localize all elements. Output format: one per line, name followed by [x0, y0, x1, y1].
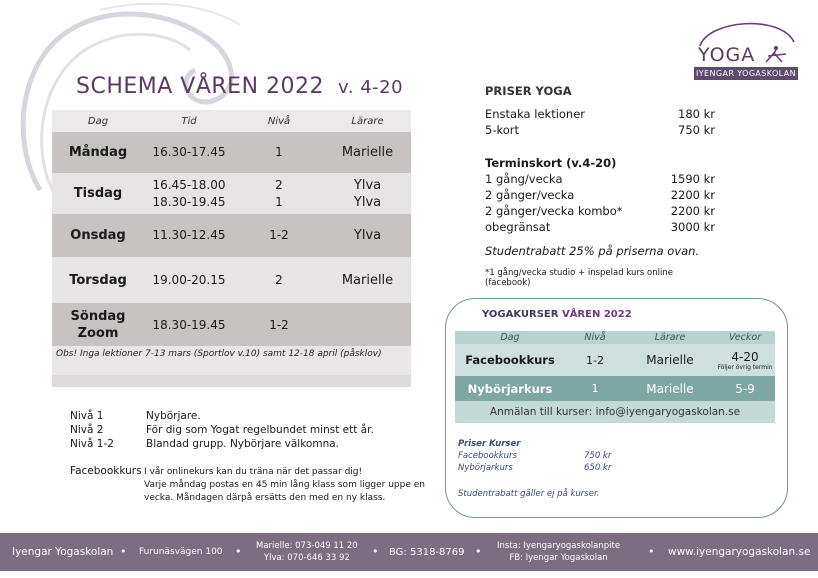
course-prices: [458, 438, 611, 500]
header-level: Nivå: [267, 115, 291, 127]
row-day: Onsdag: [70, 228, 126, 243]
course-level: 1: [591, 382, 599, 395]
row-day: Torsdag: [69, 272, 127, 288]
schedule-header: [52, 110, 411, 132]
course-weeks: 5-9: [735, 381, 755, 396]
course-price-row: Facebookkurs 750 kr: [458, 451, 612, 461]
header-day: Dag: [87, 115, 109, 127]
page-title: [76, 74, 403, 99]
price-row: 2 gånger/vecka kombo* 2200 kr: [485, 204, 715, 218]
row-time: 18.30-19.45: [152, 317, 226, 332]
footer-separator: •: [120, 545, 127, 558]
term-heading: Terminskort (v.4-20): [485, 156, 617, 170]
course-weeks: 4-20 Följer övrig termin: [717, 349, 773, 371]
level-item: Nivå 1 Nybörjare.: [70, 410, 201, 422]
header-time: Tid: [181, 115, 197, 127]
facebookkurs-line: I vår onlinekurs kan du träna när det passar dig!: [144, 467, 363, 477]
row-time: 16.30-17.45: [152, 145, 226, 159]
row-day: Måndag: [68, 145, 128, 160]
course-price-row: Nybörjarkurs 650 kr: [458, 463, 612, 473]
course-teacher: Marielle: [646, 353, 694, 367]
level-item: Nivå 2 För dig som Yogat regelbundet minst ett år.: [70, 424, 374, 436]
course-name: Facebookkurs: [465, 353, 555, 367]
course-row-facebookkurs: [455, 344, 775, 376]
title-weeks: v. 4-20: [338, 77, 404, 98]
title-main: SCHEMA VÅREN 2022: [76, 74, 325, 99]
price-row: 5-kort 750 kr: [485, 123, 715, 137]
level-item: Nivå 1-2 Blandad grupp. Nybörjare välkomna.: [70, 438, 340, 450]
row-time: 16.45-18.00 18.30-19.45: [152, 177, 226, 209]
courses-box: [445, 298, 788, 518]
footer-phones: Marielle: 073-049 11 20 Ylva: 070-646 33 92: [256, 541, 358, 563]
course-row-nyborjarkurs: [455, 376, 775, 401]
course-student-note: Studentrabatt gäller ej på kurser.: [458, 489, 600, 499]
schedule-row-wednesday: [52, 214, 411, 257]
footer-separator: •: [372, 545, 379, 558]
footer-social: Insta: Iyengaryogaskolanpite FB: Iyengar Yogaskolan: [497, 541, 621, 563]
price-row: obegränsat 3000 kr: [485, 220, 715, 234]
row-time: 19.00-20.15: [152, 272, 226, 287]
price-row: Enstaka lektioner 180 kr: [485, 107, 715, 121]
yoga-logo: [694, 14, 798, 82]
courses-header: Dag Nivå Lärare Veckor: [455, 331, 775, 344]
facebookkurs-description: [70, 465, 425, 503]
signup-email[interactable]: Anmälan till kurser: info@iyengaryogaskolan.se: [455, 401, 775, 423]
levels-legend: [70, 409, 374, 451]
schedule-row-sunday: [52, 303, 411, 347]
header-teacher: Lärare: [351, 115, 384, 127]
row-teacher: Marielle: [341, 272, 394, 288]
courses-heading: YOGAKURSER VÅREN 2022: [482, 309, 632, 320]
row-teacher: Ylva: [353, 228, 382, 243]
course-level: 1-2: [586, 353, 604, 367]
price-list: [485, 84, 715, 288]
footer-separator: •: [475, 545, 482, 558]
facebookkurs-line: vecka. Måndagen därpå ersätts den med en ny klass.: [144, 493, 386, 503]
logo-banner: IYENGAR YOGASKOLAN: [694, 67, 798, 80]
footer-address: Furunäsvägen 100: [139, 547, 223, 557]
footer-name: Iyengar Yogaskolan: [12, 546, 114, 558]
schedule-row-thursday: [52, 257, 411, 303]
price-row: 1 gång/vecka 1590 kr: [485, 172, 715, 186]
courses-table: [455, 331, 775, 423]
row-day: Söndag Zoom: [70, 309, 126, 341]
row-teacher: Marielle: [341, 145, 394, 160]
course-teacher: Marielle: [646, 381, 694, 396]
schedule-row-monday: [52, 132, 411, 173]
logo-word: YOGA: [698, 44, 756, 66]
row-day: Tisdag: [73, 186, 123, 201]
price-footnote: *1 gång/vecka studio + inspelad kurs online (facebook): [485, 268, 673, 288]
price-row: 2 gånger/vecka 2200 kr: [485, 188, 715, 202]
student-discount: Studentrabatt 25% på priserna ovan.: [485, 244, 700, 258]
row-time: 11.30-12.45: [152, 228, 226, 242]
footer-bankgiro: BG: 5318-8769: [389, 546, 465, 558]
facebookkurs-label: Facebookkurs: [70, 465, 142, 477]
course-name: Nybörjarkurs: [467, 381, 553, 396]
schedule-row-tuesday: [52, 173, 411, 214]
course-prices-title: Priser Kurser: [458, 439, 521, 449]
row-level: 2: [275, 272, 283, 287]
facebookkurs-line: Varje måndag postas en 45 min lång klass som ligger uppe en: [144, 480, 425, 490]
footer-bar: [0, 533, 818, 571]
footer-website[interactable]: www.iyengaryogaskolan.se: [668, 546, 811, 558]
footer-separator: •: [235, 545, 242, 558]
schedule-note: Obs! Inga lektioner 7-13 mars (Sportlov v.10) samt 12-18 april (påsklov): [56, 349, 382, 359]
row-level: 1: [275, 145, 283, 159]
footer-separator: •: [648, 545, 655, 558]
row-level: 1-2: [269, 228, 289, 242]
row-level: 1-2: [269, 317, 289, 332]
row-level: 2 1: [275, 177, 283, 209]
prices-heading: PRISER YOGA: [485, 84, 572, 98]
row-teacher: Ylva Ylva: [353, 177, 382, 210]
schedule-table: [52, 110, 411, 387]
